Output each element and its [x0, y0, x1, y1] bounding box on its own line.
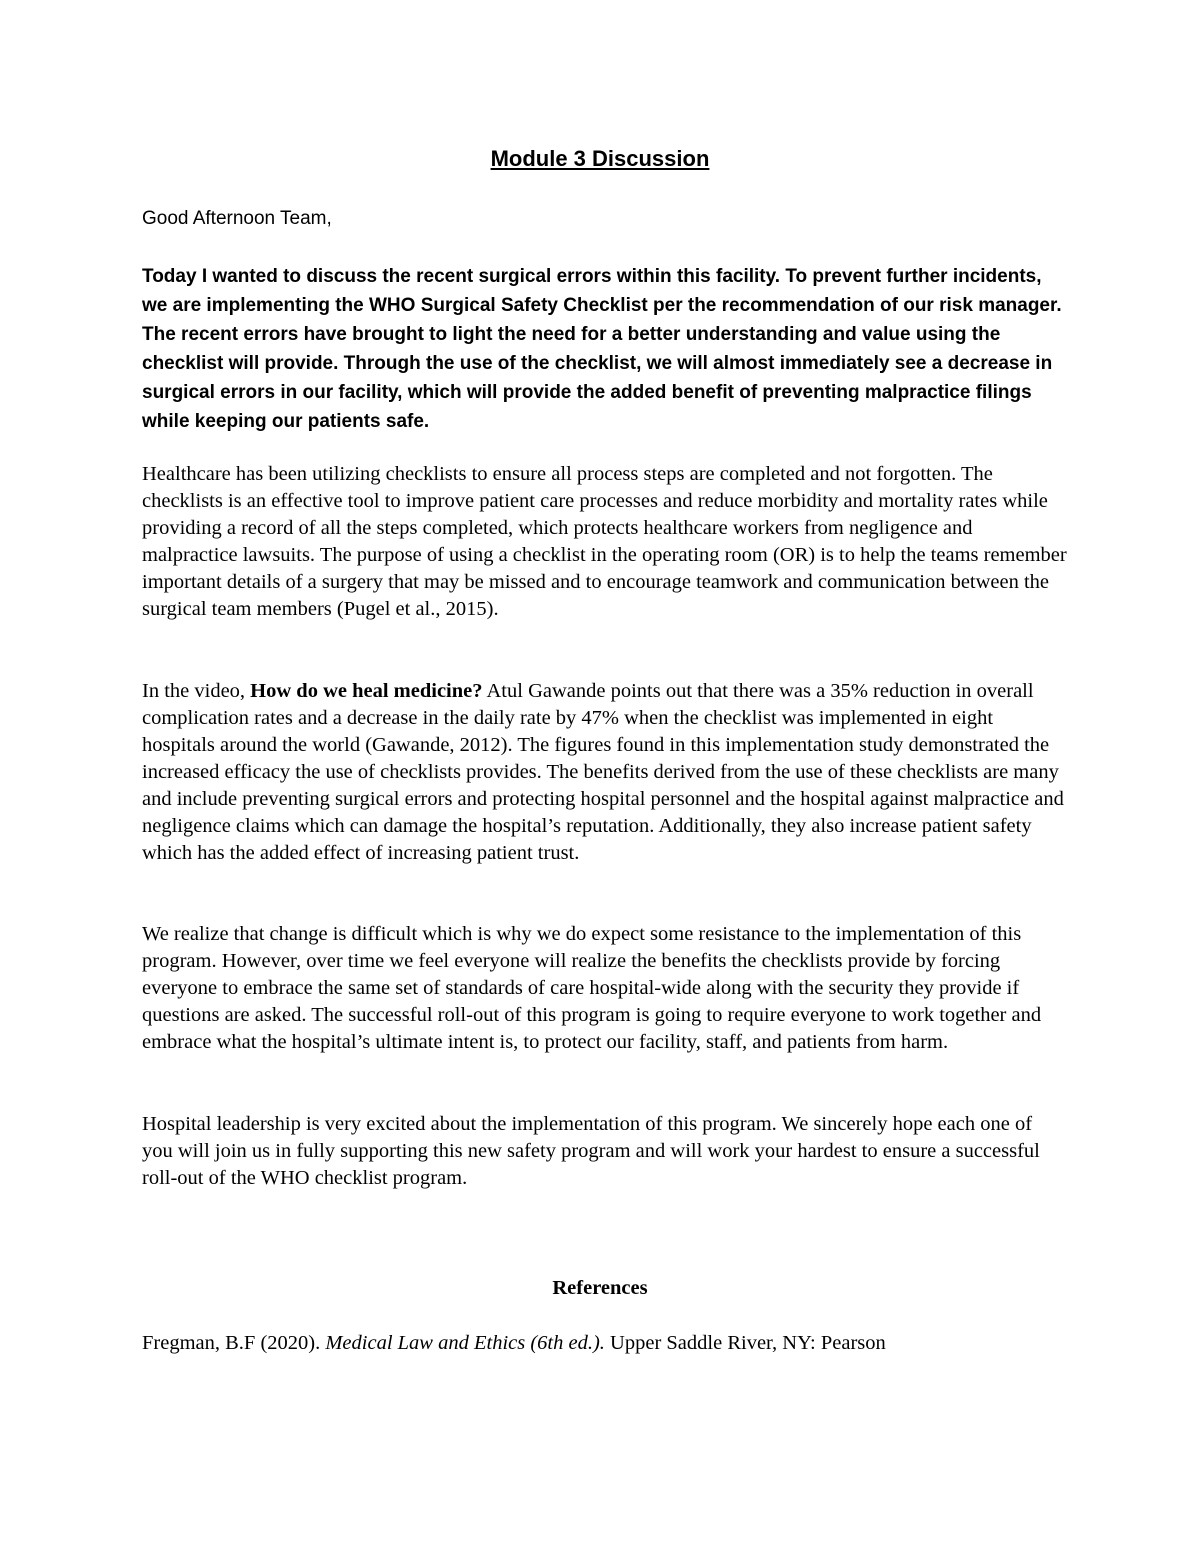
paragraph-checklists: Healthcare has been utilizing checklists to ensure all process steps are completed and not forgotten. The checklists is an effective tool to improve patient care processes and reduce morbidity and mortality rates while providing a record of all the steps completed, which protects healthcare workers from negligence and malpractice lawsuits. The purpose of using a checklist in the operating room (OR) is to help the teams remember important details of a surgery that may be missed and to encourage teamwork and communication between the surgical team members (Pugel et al., 2015). [142, 463, 1067, 620]
reference-book-title: Medical Law and Ethics (6th ed.). [325, 1332, 605, 1354]
greeting: Good Afternoon Team, [142, 208, 332, 229]
paragraph-leadership: Hospital leadership is very excited about the implementation of this program. We sincerely hope each one of you will join us in fully supporting this new safety program and will work your hardest to ensure a successful roll-out of the WHO checklist program. [142, 1113, 1040, 1189]
paragraph-change: We realize that change is difficult which is why we do expect some resistance to the implementation of this program. However, over time we feel everyone will realize the benefits the checklists provide by forcing everyone to embrace the same set of standards of care hospital-wide along with the security they provide if questions are asked. The successful roll-out of this program is going to require everyone to work together and embrace what the hospital’s ultimate intent is, to protect our facility, staff, and patients from harm. [142, 923, 1042, 1053]
reference-entry [142, 1330, 1067, 1357]
document-title: Module 3 Discussion [490, 146, 710, 171]
paragraph-video-body: Atul Gawande points out that there was a 35% reduction in overall complication rates and a decrease in the daily rate by 47% when the checklist was implemented in eight hospitals around the world (Gawande, 2012). The figures found in this implementation study demonstrated the increased efficacy the use of checklists provides. The benefits derived from the use of these checklists are many and include preventing surgical errors and protecting hospital personnel and the hospital against malpractice and negligence claims which can damage the hospital’s reputation. Additionally, they also increase patient safety which has the added effect of increasing patient trust. [142, 680, 1064, 864]
reference-authors: Fregman, B.F (2020). [142, 1332, 326, 1354]
intro-paragraph: Today I wanted to discuss the recent surgical errors within this facility. To prevent further incidents, we are implementing the WHO Surgical Safety Checklist per the recommendation of our risk manager. The recent errors have brought to light the need for a better understanding and value using the checklist will provide. Through the use of the checklist, we will almost immediately see a decrease in surgical errors in our facility, which will provide the added benefit of preventing malpractice filings while keeping our patients safe. [142, 266, 1062, 432]
video-title: How do we heal medicine? [250, 680, 483, 702]
paragraph-video-prefix: In the video, [142, 680, 251, 702]
reference-publisher: Upper Saddle River, NY: Pearson [604, 1332, 886, 1354]
references-heading: References [552, 1277, 648, 1299]
paragraph-video [142, 678, 1067, 867]
